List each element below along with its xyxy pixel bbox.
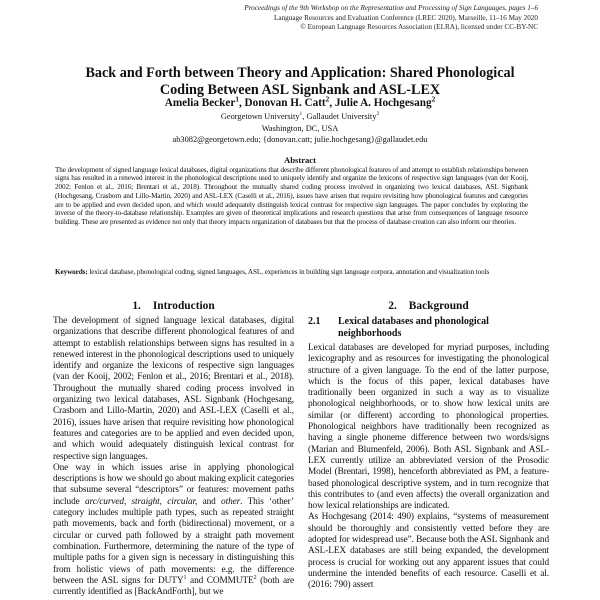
author-name: Julie A. Hochgesang <box>334 97 432 109</box>
keywords-text: lexical database, phonological coding, signed languages, ASL, experiences in building sign language corpora, annotation and visualization tools <box>89 268 490 276</box>
license-line: © European Language Resources Association (ELRA), licensed under CC-BY-NC <box>300 23 538 32</box>
abstract-heading: Abstract <box>284 155 316 165</box>
background-paragraph-1: Lexical databases are developed for myriad purposes, including lexicography and as resources for investigating the phonological structure of a given language. To the end of the latter purpose, which is the focus of this paper, lexical databases have traditionally been organized in such a way as to visualize phonological neighborhoods, or to show how lexical units are similar (or different) according to phonological properties. Phonological neighbors have traditionally been recognized as having a single phoneme difference between two words/signs (Marian and Blumenfeld, 2006). Both ASL Signbank and ASL-LEX currently utilize an abbreviated version of the Prosodic Model (Brentari, 1998), henceforth abbreviated as PM, a feature-based phonological descriptive system, and in turn recognize that this contributes to (and even affects) the overall organization and how lexical relationships are indicated. <box>308 343 549 512</box>
section-heading-introduction: 1. Introduction <box>132 300 215 312</box>
intro-paragraph-2: One way in which issues arise in applying phonological descriptions is how we should go about making explicit categories that subsume several “descriptors” or features: movement paths include arc/curved, straight, circular, and other. This ‘other’ category includes multiple path types, such as repeated straight path movements, back and forth (bidirectional) movement, or a circular or curved path followed by a straight path movement combination. Furthermore, determining the nature of the type of multiple paths for a given sign is necessary in distinguishing this from holistic views of path movements: e.g. the difference between the ASL signs for DUTY$^1$ and COMMUTE$^2$ (both are currently identified as [BackAndForth], but we <box>53 462 294 598</box>
section-heading-background: 2. Background <box>388 300 469 312</box>
background-paragraph-2: As Hochgesang (2014: 490) explains, “systems of measurement should be thoroughly and consistently vetted before they are adopted for widespread use”. Because both the ASL Signbank and ASL-LEX databases are still being expanded, the development process is crucial for working out any apparent issues that could undermine the intended benefits of each resource. Caselli et al. (2016: 790) assert <box>308 512 549 591</box>
author-name: Donovan H. Catt <box>244 97 326 109</box>
footnote-ref[interactable]: 2 <box>253 574 257 581</box>
author-name: Amelia Becker <box>164 97 236 109</box>
proceedings-line: Proceedings of the 9th Workshop on the Representation and Processing of Sign Languages, pages 1–6 <box>244 4 538 12</box>
footnote-ref[interactable]: 1 <box>183 574 187 581</box>
author-list: Amelia Becker$^1$, Donovan H. Catt$^2$, Julie A. Hochgesang$^2$ <box>164 95 436 109</box>
paper-title: Back and Forth between Theory and Application: Shared Phonological Coding Between ASL Signbank and ASL-LEX <box>85 65 515 98</box>
subsection-heading: 2.1 Lexical databases and phonological neighborhoods <box>308 316 489 339</box>
keywords <box>55 268 528 277</box>
proceedings-header <box>244 4 538 33</box>
conference-line: Language Resources and Evaluation Conference (LREC 2020), Marseille, 11–16 May 2020 <box>274 13 538 22</box>
affiliation: Gallaudet University <box>306 112 377 121</box>
location: Washington, DC, USA <box>261 123 339 133</box>
author-emails: ab3082@georgetown.edu; {donovan.catt; julie.hochgesang}@gallaudet.edu <box>172 135 428 144</box>
affiliations: Georgetown University$^1$, Gallaudet University$^2$ Washington, DC, USA ab3082@georgetown.edu; {donovan.catt; julie.hochgesang}@gallaudet.edu <box>40 111 560 146</box>
intro-paragraph-1: The development of signed language lexical databases, digital organizations that describe different phonological features of and attempt to establish relationships between signs has resulted in a renewed interest in the phonological descriptions used to uniquely identify and organize the lexicons of respective sign languages (van der Kooij, 2002; Fenlon et al., 2016; Brentari et al., 2018). Throughout the mutually shared coding process involved in organizing two lexical databases, ASL Signbank (Hochgesang, Crasborn and Lillo-Martin, 2020) and ASL-LEX (Caselli et al., 2016), issues have arisen that require revisiting how phonological features and categories are to be applied and even decided upon, and which would adequately distinguish lexical contrast for respective sign languages. <box>53 316 294 462</box>
right-column <box>308 300 549 592</box>
affiliation: Georgetown University <box>220 112 300 121</box>
left-column <box>53 300 294 598</box>
abstract-text: The development of signed language lexical databases, digital organizations that describe different phonological features of and attempt to establish relationships between signs has resulted in a renewed interest in the phonological descriptions used to uniquely identify and organize the lexicons of respective sign languages (van der Kooij, 2002; Fenlon et al., 2016; Brentari et al., 2018). Throughout the mutually shared coding process involved in organizing two lexical databases, ASL Signbank (Hochgesang, Crasborn and Lillo-Martin, 2020) and ASL-LEX (Caselli et al., 2016), issues have arisen that require revisiting how phonological features and categories are to be applied and even decided upon, and which would adequately distinguish lexical contrast for respective sign languages. The paper concludes by exploring the inverse of the theory-to-database relationship. Examples are given of theoretical implications and research questions that arise from consequences of language resource building. These are presented as evidence not only that theory impacts organization of databases but that the process of database creation can also inform our theories. <box>55 165 528 227</box>
keywords-label: Keywords: <box>55 268 88 276</box>
